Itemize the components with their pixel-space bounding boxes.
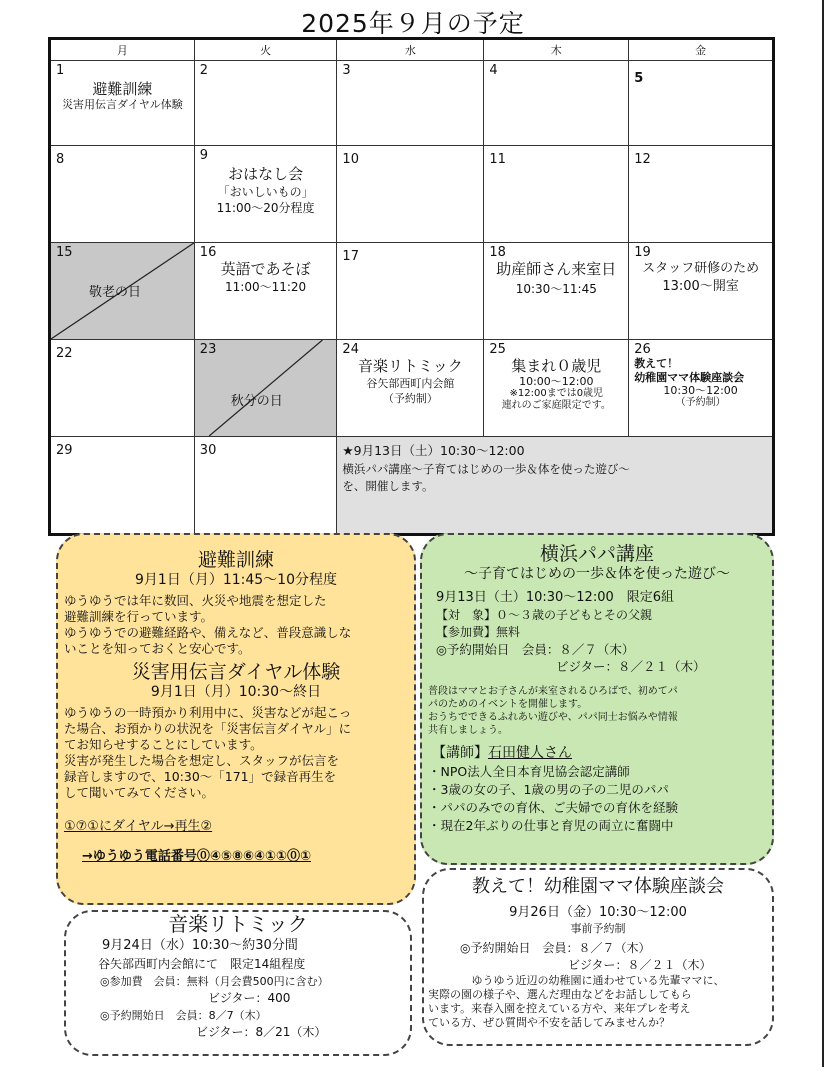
event-rhythmic: 音楽リトミック bbox=[358, 357, 463, 375]
event-evacuation: 避難訓練 bbox=[92, 80, 153, 98]
event-dial: 災害用伝言ダイヤル体験 bbox=[62, 98, 183, 111]
day-cell-4: 4 bbox=[484, 61, 629, 146]
week-row-3 bbox=[50, 243, 774, 340]
day-cell-12: 12 bbox=[629, 146, 774, 243]
day-cell-23-holiday: 23 秋分の日 bbox=[194, 340, 337, 437]
holiday-label: 秋分の日 bbox=[230, 394, 283, 409]
kindergarten-talk-box: 教えて！幼稚園ママ体験座談会 9月26日（金）10:30～12:00 事前予約制 ◎予約開始日 会員：８／７（木） ビジター：８／２１（木） ゆうゆう近辺の幼稚園に通わせている先輩ママに、 実際の園の様子や、選んだ理由などをお話ししてもら います。来春入園を控えている方や、来年プレを考え ている方、ぜひ質問や不安を話してみませんか？ bbox=[422, 868, 774, 1046]
event-staff-training: スタッフ研修のため bbox=[642, 261, 760, 276]
weekday-wed: 水 bbox=[337, 39, 484, 61]
weekday-mon: 月 bbox=[50, 39, 195, 61]
day-cell-17: 17 bbox=[337, 243, 484, 340]
event-storytime: おはなし会 bbox=[228, 165, 304, 183]
week-row-5 bbox=[50, 437, 774, 535]
week-row-2 bbox=[50, 146, 774, 243]
page-title: 2025年９月の予定 bbox=[0, 4, 826, 40]
weekday-thu: 木 bbox=[484, 39, 629, 61]
event-midwife: 助産師さん来室日 bbox=[496, 260, 617, 278]
day-cell-19: 19 スタッフ研修のため 13:00～開室 bbox=[629, 243, 774, 340]
day-cell-18: 18 助産師さん来室日 10:30～11:45 bbox=[484, 243, 629, 340]
week-row-1 bbox=[50, 61, 774, 146]
music-rhythmic-title: 音楽リトミック bbox=[168, 912, 308, 936]
day-cell-8: 8 bbox=[50, 146, 195, 243]
day-cell-29: 29 bbox=[50, 437, 195, 535]
evacuation-title: 避難訓練 bbox=[197, 549, 274, 571]
dial-title: 災害用伝言ダイヤル体験 bbox=[131, 661, 341, 683]
day-cell-2: 2 bbox=[194, 61, 337, 146]
event-kindergarten-talk: 幼稚園ママ体験座談会 bbox=[634, 371, 745, 384]
papa-lecture-title: 横浜パパ講座 bbox=[539, 543, 654, 565]
day-cell-10: 10 bbox=[337, 146, 484, 243]
event-english: 英語であそぼ bbox=[220, 260, 311, 278]
day-cell-24: 24 音楽リトミック 谷矢部西町内会館 （予約制） bbox=[337, 340, 484, 437]
event-zero-year: 集まれ０歳児 bbox=[511, 357, 602, 375]
day-cell-3: 3 bbox=[337, 61, 484, 146]
weekday-tue: 火 bbox=[194, 39, 337, 61]
day-cell-15-holiday: 15 敬老の日 bbox=[50, 243, 195, 340]
yuyu-phone-number: →ゆうゆう電話番号⓪④⑤⑧⑥④①①⓪① bbox=[82, 849, 311, 864]
day-cell-22: 22 bbox=[50, 340, 195, 437]
day-cell-5: 5 bbox=[629, 61, 774, 146]
holiday-label: 敬老の日 bbox=[89, 285, 142, 300]
day-cell-11: 11 bbox=[484, 146, 629, 243]
day-cell-30: 30 bbox=[194, 437, 337, 535]
day-cell-25: 25 集まれ０歳児 10:00～12:00 ※12:00までは0歳児 連れのご家庭限定です。 bbox=[484, 340, 629, 437]
day-cell-9: 9 おはなし会 「おいしいもの」 11:00～20分程度 bbox=[194, 146, 337, 243]
evacuation-info-box: 避難訓練 9月1日（月）11:45～10分程度 ゆうゆうでは年に数回、火災や地震を想定した 避難訓練を行っています。 ゆうゆうでの避難経路や、備えなど、普段意識しな いことを知っておくと安心です。 災害用伝言ダイヤル体験 9月1日（月）10:30～終日 ゆうゆうの一時預かり利用中に、災害などが起こっ た場合、お預かりの状況を「災害伝言ダイヤル」に てお知らせすることにしています。 災害が発生した場合を想定し、スタッフが伝言を 録音しますので、10:30～「171」で録音再生を して聞いてみてください。 ①⑦①にダイヤル→再生② →ゆうゆう電話番号⓪④⑤⑧⑥④①①⓪① bbox=[56, 533, 416, 905]
papa-lecture-box: 横浜パパ講座 ～子育てはじめの一歩＆体を使った遊び～ 9月13日（土）10:30～12:00 限定6組 【対 象】０～３歳の子どもとその父親 【参加費】無料 ◎予約開始日 会員：８／７（木） ビジター：８／２１（木） 普段はママとお子さんが来室されるひろばで、初めてパ パのためのイベントを開催します。 おうちでできるふれあい遊びや、パパ同士お悩みや情報 共有しましょう。 【講師】石田健人さん ・NPO法人全日本育児協会認定講師 ・3歳の女の子、1歳の男の子の二児のパパ ・パパのみでの育休、ご夫婦での育休を経験 ・現在2年ぶりの仕事と育児の両立に奮闘中 bbox=[420, 533, 774, 865]
kindergarten-talk-title: 教えて！幼稚園ママ体験座談会 bbox=[472, 876, 724, 897]
weekday-header-row bbox=[50, 39, 774, 61]
day-cell-16: 16 英語であそぼ 11:00～11:20 bbox=[194, 243, 337, 340]
dial-steps: ①⑦①にダイヤル→再生② bbox=[64, 819, 213, 834]
music-rhythmic-box: 音楽リトミック 9月24日（水）10:30～約30分間 谷矢部西町内会館にて 限定14組程度 ◎参加費 会員：無料（月会費500円に含む） ビジター：400 ◎予約開始日 会員：8／7（木） ビジター：8／21（木） bbox=[64, 910, 412, 1056]
papa-lecture-notice: ★9月13日（土）10:30～12:00 横浜パパ講座～子育てはじめの一歩＆体を使った遊び～ を、開催します。 bbox=[337, 437, 774, 535]
weekday-fri: 金 bbox=[629, 39, 774, 61]
page-right-border bbox=[822, 0, 824, 1067]
day-cell-26: 26 教えて！ 幼稚園ママ体験座談会 10:30～12:00 （予約制） bbox=[629, 340, 774, 437]
september-calendar bbox=[48, 37, 775, 536]
lecturer: 【講師】石田健人さん bbox=[432, 745, 572, 761]
day-cell-1: 1 避難訓練 災害用伝言ダイヤル体験 bbox=[50, 61, 195, 146]
week-row-4 bbox=[50, 340, 774, 437]
